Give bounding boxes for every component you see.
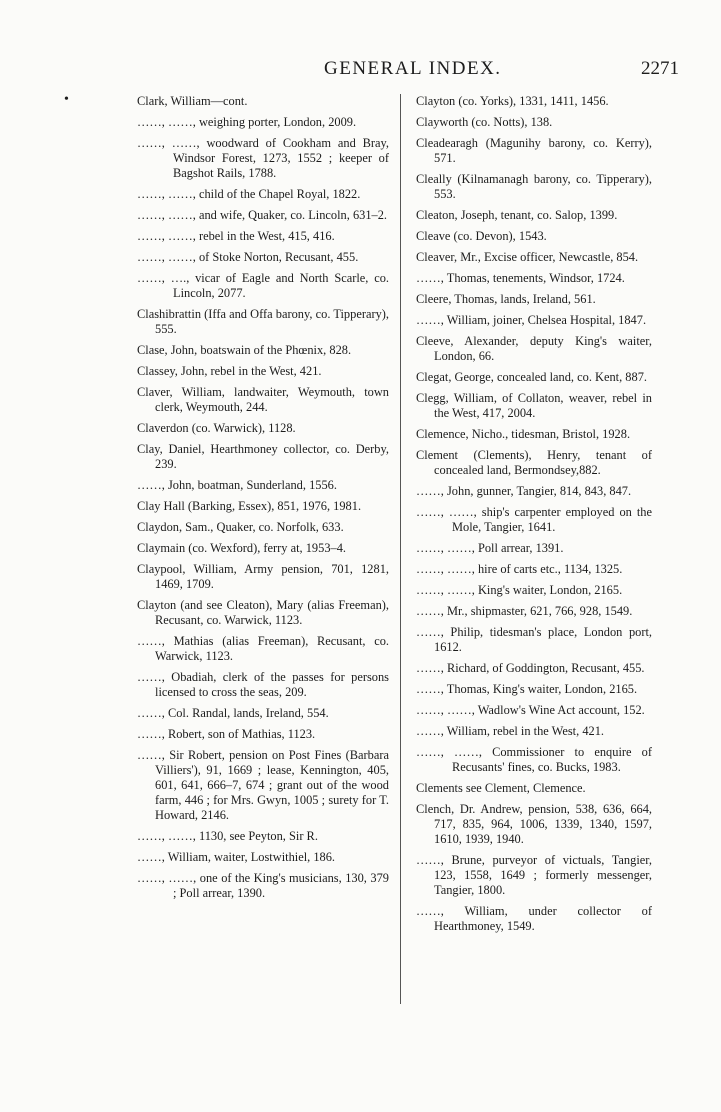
index-entry: Claypool, William, Army pension, 701, 1281, 1469, 1709. — [137, 562, 389, 591]
index-entry: ……, ……, 1130, see Peyton, Sir R. — [137, 829, 318, 843]
index-entry: ……, ……, Poll arrear, 1391. — [416, 541, 564, 555]
index-entry: ……, ……, Wadlow's Wine Act account, 152. — [416, 703, 645, 717]
index-entry: ……, Sir Robert, pension on Post Fines (Barbara Villiers'), 91, 1669 ; lease, Kennington, 405, 601, 641, 666–7, 674 ; grant out of the wood farm, 446 ; for Mrs. Gwyn, 1005 ; surety for T. Howard, 2146. — [137, 748, 389, 822]
index-entry: ……, ……, and wife, Quaker, co. Lincoln, 631–2. — [137, 208, 388, 222]
index-entry: Cleave (co. Devon), 1543. — [416, 229, 547, 243]
index-entry: Claymain (co. Wexford), ferry at, 1953–4. — [137, 541, 347, 555]
index-entry: Clay, Daniel, Hearthmoney collector, co. Derby, 239. — [137, 442, 389, 471]
index-entry: ……, Thomas, tenements, Windsor, 1724. — [416, 271, 625, 285]
index-entry: ……, Mr., shipmaster, 621, 766, 928, 1549. — [416, 604, 633, 618]
index-entry: Claver, William, landwaiter, Weymouth, town clerk, Weymouth, 244. — [137, 385, 389, 414]
index-entry: Clemence, Nicho., tidesman, Bristol, 1928. — [416, 427, 631, 441]
index-entry: ……, ……, rebel in the West, 415, 416. — [137, 229, 335, 243]
index-entry: Clegg, William, of Collaton, weaver, rebel in the West, 417, 2004. — [416, 391, 652, 420]
index-entry: Clement (Clements), Henry, tenant of concealed land, Bermondsey,882. — [416, 448, 652, 477]
index-entry: Clayton (co. Yorks), 1331, 1411, 1456. — [416, 94, 609, 108]
index-entry: ……, ……, King's waiter, London, 2165. — [416, 583, 623, 597]
index-entry: Cleaton, Joseph, tenant, co. Salop, 1399. — [416, 208, 618, 222]
page-header — [0, 58, 721, 88]
index-entry: ……, Richard, of Goddington, Recusant, 455. — [416, 661, 645, 675]
index-entry: Clench, Dr. Andrew, pension, 538, 636, 664, 717, 835, 964, 1006, 1339, 1340, 1597, 1610, 1939, 1940. — [416, 802, 652, 846]
index-entry: ……, William, under collector of Hearthmoney, 1549. — [416, 904, 652, 933]
index-entry: Clegat, George, concealed land, co. Kent, 887. — [416, 370, 647, 384]
index-entry: ……, ……, of Stoke Norton, Recusant, 455. — [137, 250, 359, 264]
index-entry: Clayworth (co. Notts), 138. — [416, 115, 553, 129]
index-entry: Cleeve, Alexander, deputy King's waiter, London, 66. — [416, 334, 652, 363]
index-entry: Cleadearagh (Magunihy barony, co. Kerry), 571. — [416, 136, 652, 165]
index-entry: Cleally (Kilnamanagh barony, co. Tipperary), 553. — [416, 172, 652, 201]
index-entry: ……, ……, hire of carts etc., 1134, 1325. — [416, 562, 623, 576]
index-entry: ……, ……, ship's carpenter employed on the Mole, Tangier, 1641. — [416, 505, 652, 534]
index-entry: ……, ……, weighing porter, London, 2009. — [137, 115, 357, 129]
index-entry: ……, William, waiter, Lostwithiel, 186. — [137, 850, 336, 864]
index-entry: ……, Thomas, King's waiter, London, 2165. — [416, 682, 638, 696]
index-entry: ……, William, rebel in the West, 421. — [416, 724, 605, 738]
index-column-right — [416, 94, 652, 940]
index-entry: ……, William, joiner, Chelsea Hospital, 1847. — [416, 313, 647, 327]
column-divider — [400, 94, 401, 1004]
stray-mark: • — [64, 92, 69, 107]
index-entry: ……, …., vicar of Eagle and North Scarle, co. Lincoln, 2077. — [137, 271, 389, 300]
page-number: 2271 — [641, 58, 679, 79]
running-title: GENERAL INDEX. — [324, 58, 502, 79]
index-entry: ……, Robert, son of Mathias, 1123. — [137, 727, 316, 741]
index-entry: ……, Mathias (alias Freeman), Recusant, co. Warwick, 1123. — [137, 634, 389, 663]
index-entry: ……, ……, child of the Chapel Royal, 1822. — [137, 187, 361, 201]
index-entry: ……, Philip, tidesman's place, London port, 1612. — [416, 625, 652, 654]
index-entry: Clashibrattin (Iffa and Offa barony, co. Tipperary), 555. — [137, 307, 389, 336]
index-entry: ……, Brune, purveyor of victuals, Tangier, 123, 1558, 1649 ; formerly messenger, Tangier, 1800. — [416, 853, 652, 897]
index-entry: ……, ……, Commissioner to enquire of Recusants' fines, co. Bucks, 1983. — [416, 745, 652, 774]
index-entry: Claydon, Sam., Quaker, co. Norfolk, 633. — [137, 520, 344, 534]
index-entry: Clark, William—cont. — [137, 94, 248, 108]
index-entry: Claverdon (co. Warwick), 1128. — [137, 421, 296, 435]
index-entry: ……, John, gunner, Tangier, 814, 843, 847. — [416, 484, 632, 498]
index-entry: Cleere, Thomas, lands, Ireland, 561. — [416, 292, 596, 306]
index-entry: ……, ……, one of the King's musicians, 130, 379 ; Poll arrear, 1390. — [137, 871, 389, 900]
index-column-left — [137, 94, 389, 907]
index-entry: Clase, John, boatswain of the Phœnix, 828. — [137, 343, 352, 357]
index-entry: ……, Obadiah, clerk of the passes for persons licensed to cross the seas, 209. — [137, 670, 389, 699]
index-entry: Clayton (and see Cleaton), Mary (alias Freeman), Recusant, co. Warwick, 1123. — [137, 598, 389, 627]
index-entry: ……, John, boatman, Sunderland, 1556. — [137, 478, 337, 492]
index-entry: Cleaver, Mr., Excise officer, Newcastle, 854. — [416, 250, 639, 264]
index-entry: Clay Hall (Barking, Essex), 851, 1976, 1981. — [137, 499, 362, 513]
index-entry: ……, Col. Randal, lands, Ireland, 554. — [137, 706, 329, 720]
index-entry: Clements see Clement, Clemence. — [416, 781, 586, 795]
index-entry: Classey, John, rebel in the West, 421. — [137, 364, 322, 378]
index-entry: ……, ……, woodward of Cookham and Bray, Windsor Forest, 1273, 1552 ; keeper of Bagshot Rails, 1788. — [137, 136, 389, 180]
